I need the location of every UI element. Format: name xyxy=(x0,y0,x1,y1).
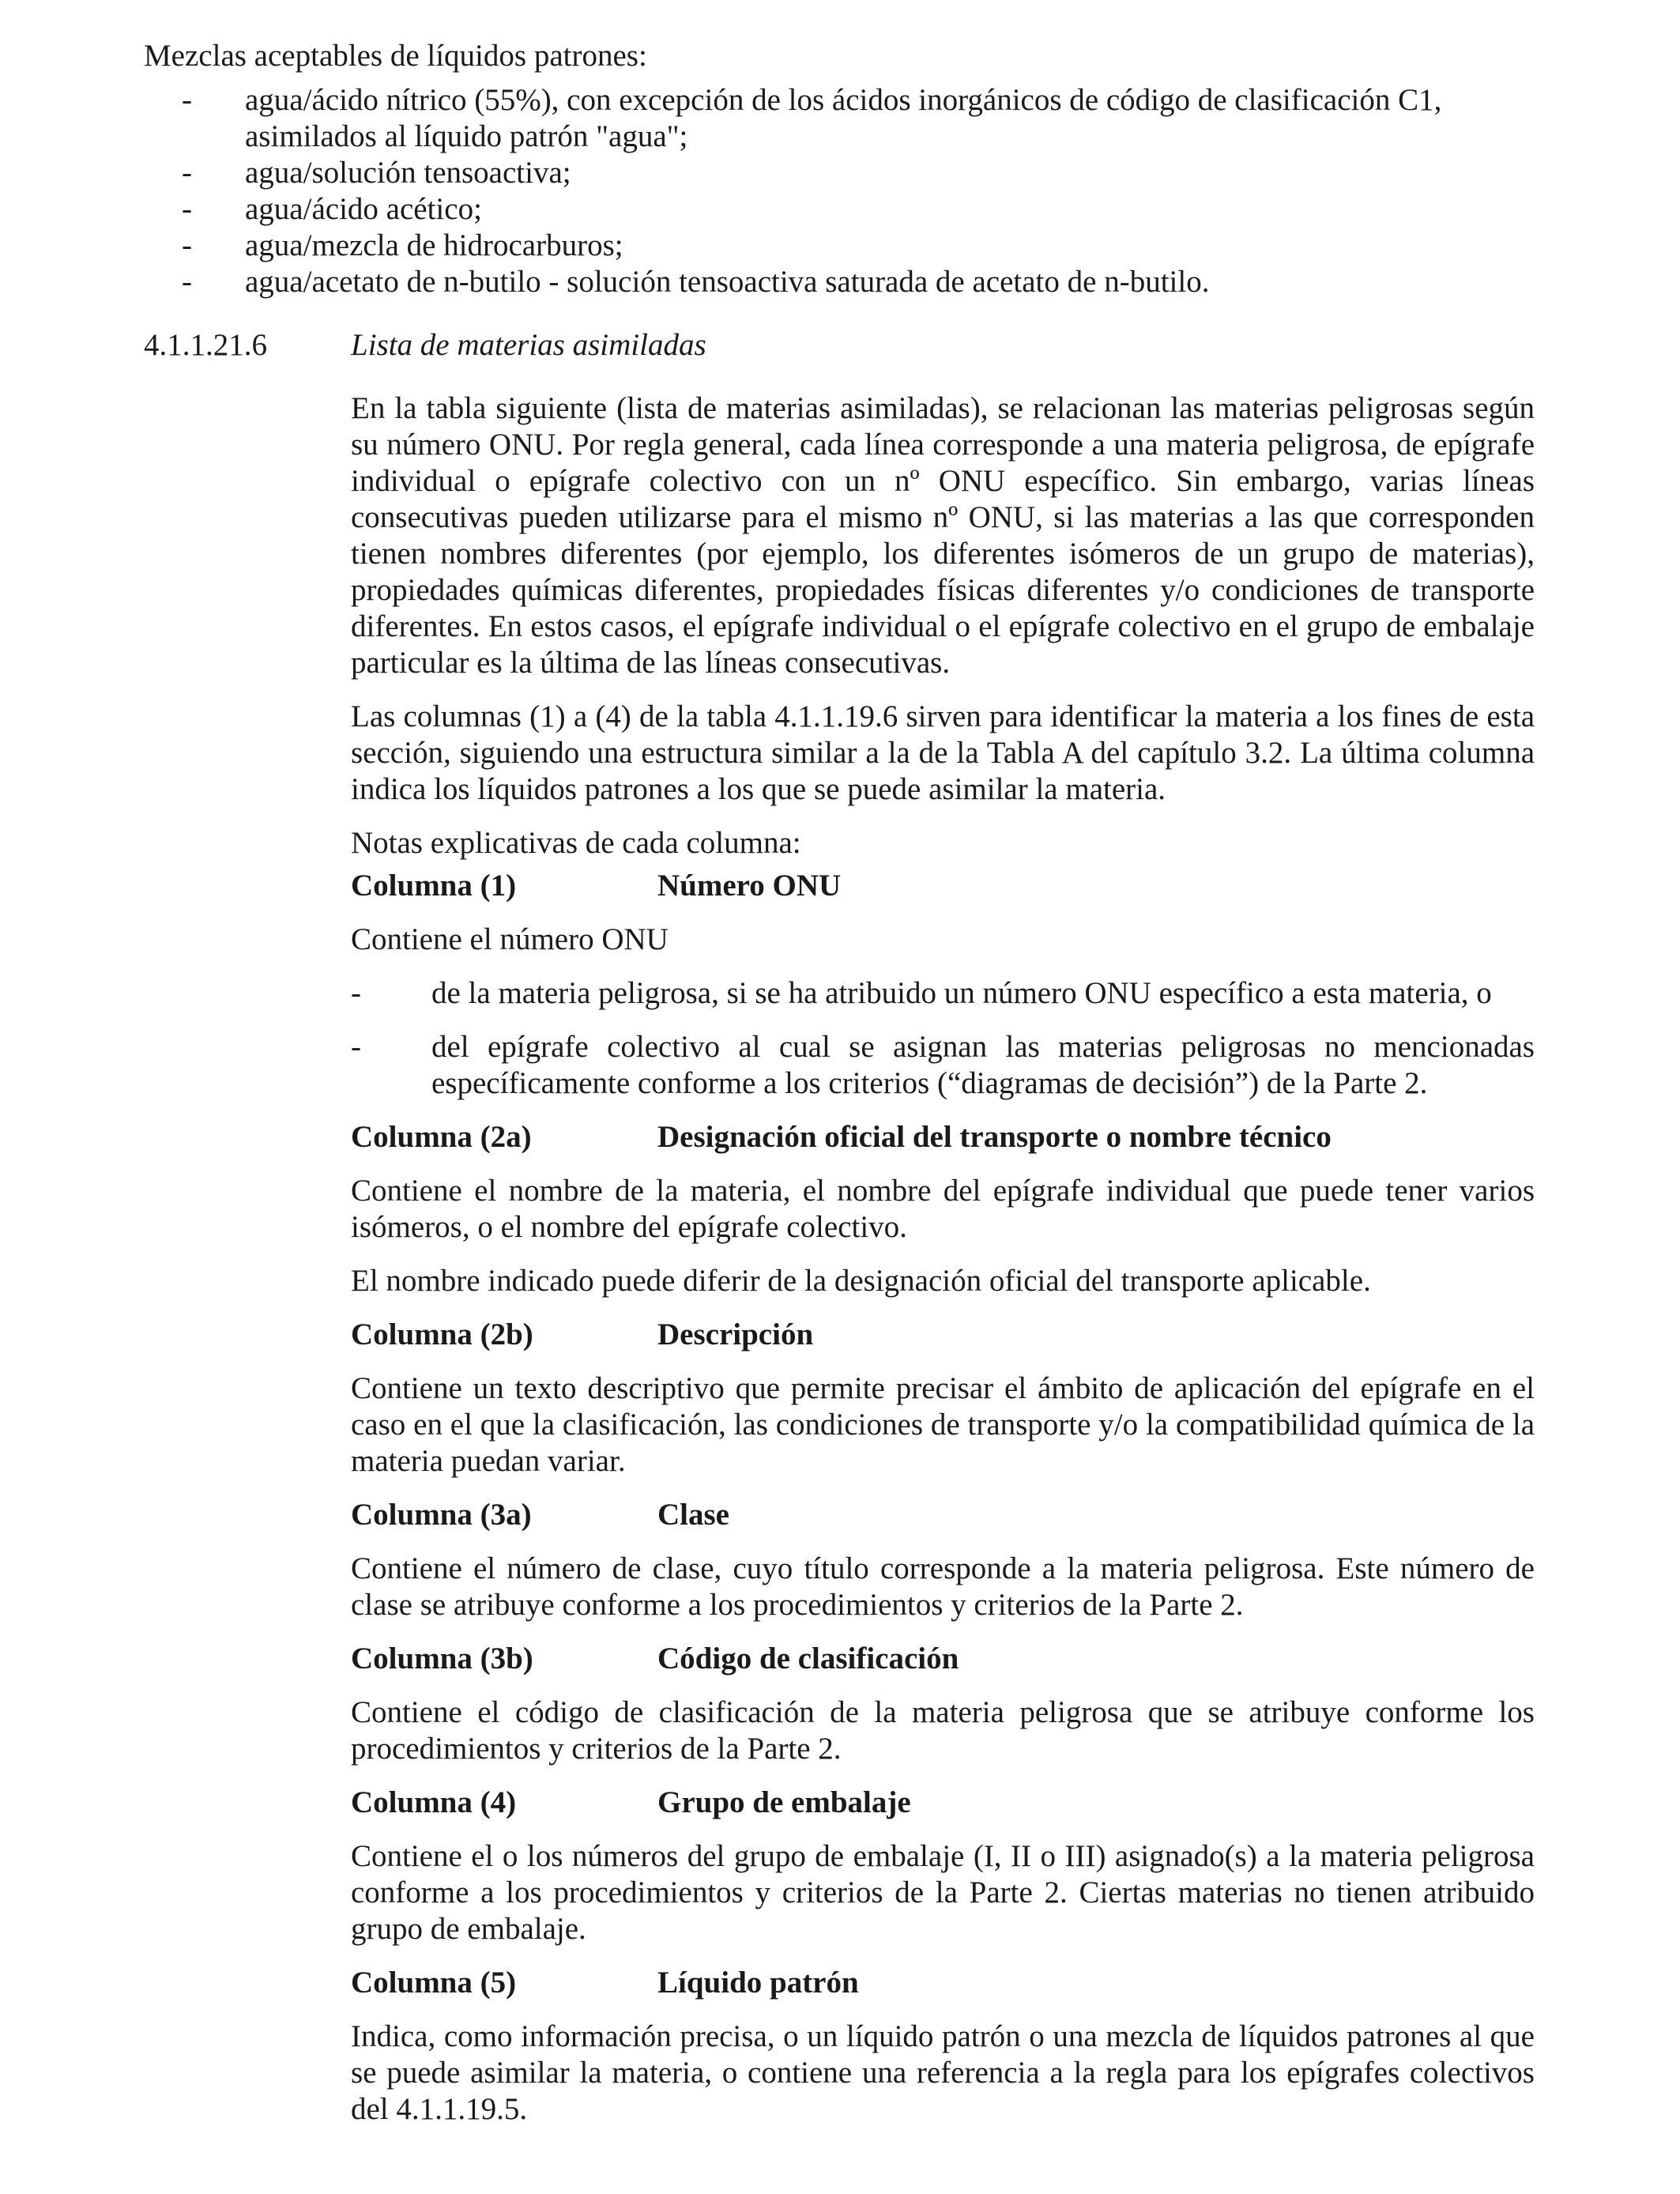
list-dash: - xyxy=(182,192,192,226)
list-item-text: agua/ácido nítrico (55%), con excepción de los ácidos inorgánicos de código de clasificación C1, asimilados al líquido patrón "agua"; xyxy=(245,83,1442,153)
list-item-text: de la materia peligrosa, si se ha atribuido un número ONU específico a esta materia, o xyxy=(431,976,1492,1010)
list-item xyxy=(144,82,1543,155)
column-description: El nombre indicado puede diferir de la designación oficial del transporte aplicable. xyxy=(351,1264,1371,1298)
list-item xyxy=(144,228,1543,264)
list-dash: - xyxy=(182,83,192,117)
column-heading xyxy=(351,1641,1535,1677)
column-title: Líquido patrón xyxy=(657,1966,859,2000)
onu-list xyxy=(351,975,1535,1102)
list-item xyxy=(144,155,1543,191)
notes-intro: Notas explicativas de cada columna: xyxy=(351,826,801,860)
column-heading xyxy=(351,1785,1535,1821)
list-dash: - xyxy=(351,1030,361,1064)
list-item-text: agua/acetato de n-butilo - solución tensoactiva saturada de acetato de n-butilo. xyxy=(245,265,1210,299)
list-item-text: agua/ácido acético; xyxy=(245,192,482,226)
column-label: Columna (2a) xyxy=(351,1120,532,1154)
list-dash: - xyxy=(182,156,192,190)
column-heading xyxy=(351,868,1535,904)
column-label: Columna (1) xyxy=(351,869,517,903)
column-label: Columna (3b) xyxy=(351,1642,533,1676)
column-label: Columna (4) xyxy=(351,1785,517,1819)
column-title: Código de clasificación xyxy=(657,1642,959,1676)
column-description: Contiene el código de clasificación de la materia peligrosa que se atribuye conforme los procedimientos y criterios de la Parte 2. xyxy=(351,1695,1535,1766)
column-description: Indica, como información precisa, o un líquido patrón o una mezcla de líquidos patrones al que se puede asimilar la materia, o contiene una referencia a la regla para los epígrafes colectivos del 4.1.1.19.5. xyxy=(351,2019,1535,2126)
list-item-text: del epígrafe colectivo al cual se asignan las materias peligrosas no mencionadas específicamente conforme a los criterios (“diagramas de decisión”) de la Parte 2. xyxy=(431,1030,1535,1100)
column-heading xyxy=(351,1497,1535,1533)
column-title: Número ONU xyxy=(657,869,842,903)
column-title: Descripción xyxy=(657,1318,814,1351)
column-label: Columna (3a) xyxy=(351,1498,532,1532)
list-item xyxy=(351,1029,1535,1102)
section-number: 4.1.1.21.6 xyxy=(144,328,267,362)
column-heading xyxy=(351,1965,1535,2001)
column-description: Contiene un texto descriptivo que permite precisar el ámbito de aplicación del epígrafe en el caso en el que la clasificación, las condiciones de transporte y/o la compatibilidad química de la materia puedan variar. xyxy=(351,1371,1535,1478)
column-label: Columna (5) xyxy=(351,1966,517,2000)
column-heading xyxy=(351,1119,1535,1155)
section-title: Lista de materias asimiladas xyxy=(351,328,706,362)
column-description: Contiene el número de clase, cuyo título corresponde a la materia peligrosa. Este número de clase se atribuye conforme a los procedimientos y criterios de la Parte 2. xyxy=(351,1551,1535,1622)
column-description: Contiene el o los números del grupo de embalaje (I, II o III) asignado(s) a la materia peligrosa conforme a los procedimientos y criterios de la Parte 2. Ciertas materias no tienen atribuido grupo de embalaje. xyxy=(351,1839,1535,1946)
list-dash: - xyxy=(351,976,361,1010)
column-description: Contiene el nombre de la materia, el nombre del epígrafe individual que puede tener varios isómeros, o el nombre del epígrafe colectivo. xyxy=(351,1174,1535,1244)
list-item xyxy=(144,191,1543,228)
column-title: Clase xyxy=(657,1498,729,1532)
intro-heading: Mezclas aceptables de líquidos patrones: xyxy=(144,39,647,73)
column-description: Contiene el número ONU xyxy=(351,922,669,956)
column-label: Columna (2b) xyxy=(351,1318,533,1351)
column-title: Grupo de embalaje xyxy=(657,1785,911,1819)
column-title: Designación oficial del transporte o nombre técnico xyxy=(657,1120,1332,1154)
section-body xyxy=(351,390,1535,2145)
column-heading xyxy=(351,1317,1535,1353)
paragraph: En la tabla siguiente (lista de materias asimiladas), se relacionan las materias peligrosas según su número ONU. Por regla general, cada línea corresponde a una materia peligrosa, de epígrafe individual o epígrafe colectivo con un nº ONU específico. Sin embargo, varias líneas consecutivas pueden utilizarse para el mismo nº ONU, si las materias a las que corresponden tienen nombres diferentes (por ejemplo, los diferentes isómeros de un grupo de materias), propiedades químicas diferentes, propiedades físicas diferentes y/o condiciones de transporte diferentes. En estos casos, el epígrafe individual o el epígrafe colectivo en el grupo de embalaje particular es la última de las líneas consecutivas. xyxy=(351,391,1535,680)
list-item xyxy=(144,264,1543,300)
list-dash: - xyxy=(182,228,192,262)
list-item-text: agua/mezcla de hidrocarburos; xyxy=(245,228,623,262)
list-dash: - xyxy=(182,265,192,299)
mixture-list xyxy=(144,82,1543,300)
list-item-text: agua/solución tensoactiva; xyxy=(245,156,571,190)
list-item xyxy=(351,975,1535,1012)
paragraph: Las columnas (1) a (4) de la tabla 4.1.1.19.6 sirven para identificar la materia a los fines de esta sección, siguiendo una estructura similar a la de la Tabla A del capítulo 3.2. La última columna indica los líquidos patrones a los que se puede asimilar la materia. xyxy=(351,699,1535,806)
